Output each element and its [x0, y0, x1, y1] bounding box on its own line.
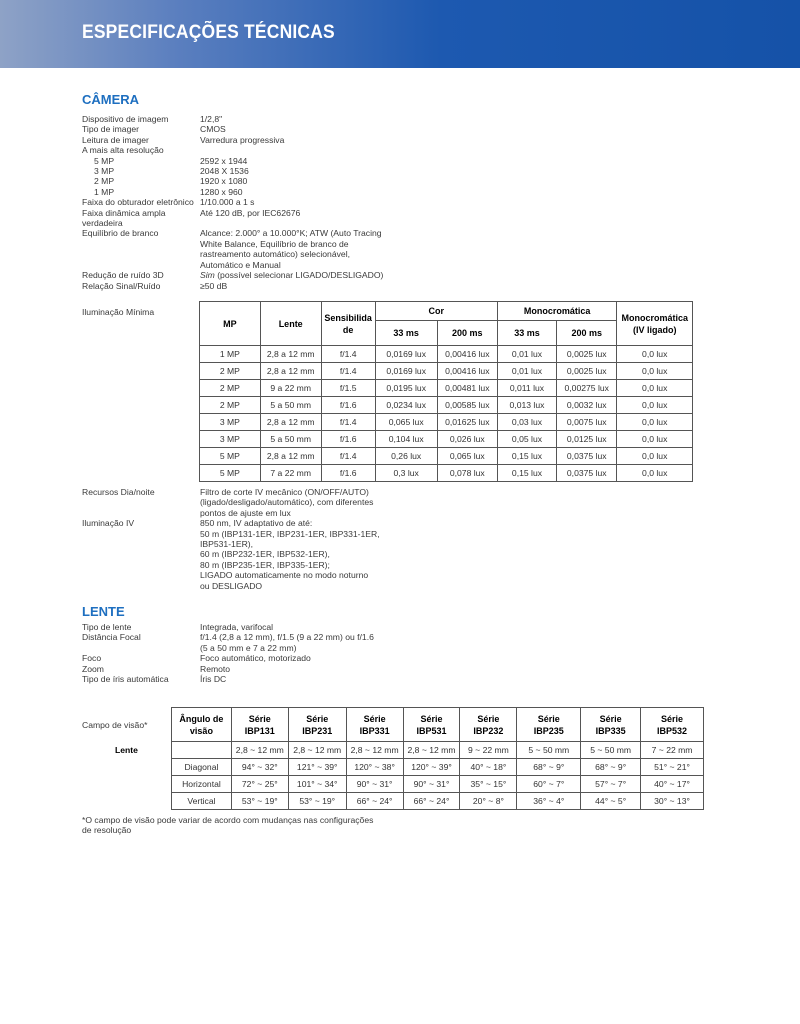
fov-cell: 72° ~ 25°	[231, 776, 288, 793]
table-cell: 0,0375 lux	[557, 448, 617, 465]
table-cell: 0,026 lux	[437, 431, 497, 448]
header-mono-33ms: 33 ms	[497, 321, 556, 346]
fov-series-header: Série IBP331	[346, 708, 403, 742]
table-cell: 1 MP	[200, 346, 261, 363]
fov-cell: 40° ~ 18°	[460, 759, 517, 776]
fov-lens-cell: 2,8 ~ 12 mm	[403, 742, 460, 759]
spec-row	[82, 518, 782, 591]
table-cell: 0,0 lux	[617, 431, 693, 448]
table-cell: 0,0169 lux	[375, 346, 437, 363]
spec-row	[82, 176, 782, 186]
table-cell: 2,8 a 12 mm	[260, 448, 321, 465]
spec-value	[200, 270, 782, 280]
spec-value: Alcance: 2.000° a 10.000°K; ATW (Auto Tracing White Balance, Equilíbrio de branco de rastreamento automático) selecionável, Automático e Manual	[200, 228, 382, 270]
spec-value: CMOS	[200, 124, 226, 135]
camera-specs-extra	[82, 487, 782, 591]
spec-value: Foco automático, motorizado	[200, 653, 311, 664]
fov-cell: 120° ~ 38°	[346, 759, 403, 776]
table-cell: 0,01 lux	[497, 346, 556, 363]
spec-row	[82, 166, 782, 176]
spec-row	[82, 145, 782, 155]
spec-row	[82, 674, 782, 684]
fov-lens-row-blank	[172, 742, 232, 759]
table-cell: 0,00416 lux	[437, 346, 497, 363]
table-row	[200, 346, 693, 363]
fov-series-header: Série IBP231	[288, 708, 346, 742]
fov-lens-cell: 5 ~ 50 mm	[581, 742, 641, 759]
header-mp: MP	[200, 302, 261, 346]
spec-row	[82, 187, 782, 197]
spec-value: 1/10.000 a 1 s	[200, 197, 255, 208]
spec-row	[82, 622, 782, 632]
table-cell: f/1.6	[321, 431, 375, 448]
spec-value: 850 nm, IV adaptativo de até: 50 m (IBP131-1ER, IBP231-1ER, IBP331-1ER, IBP531-1ER), 60 m (IBP232-1ER, IBP532-1ER), 80 m (IBP235-1ER, IBP335-1ER); LIGADO automaticamente no modo noturno ou DESLIGADO	[200, 518, 380, 591]
spec-value: 1/2,8"	[200, 114, 223, 124]
spec-value: Íris DC	[200, 674, 227, 685]
fov-series-header: Série IBP131	[231, 708, 288, 742]
fov-cell: 68° ~ 9°	[517, 759, 581, 776]
table-cell: 2,8 a 12 mm	[260, 414, 321, 431]
table-cell: 0,065 lux	[437, 448, 497, 465]
fov-series-header: Série IBP335	[581, 708, 641, 742]
fov-cell: 57° ~ 7°	[581, 776, 641, 793]
fov-cell: 20° ~ 8°	[460, 793, 517, 810]
table-cell: 0,00481 lux	[437, 380, 497, 397]
spec-value: f/1.4 (2,8 a 12 mm), f/1.5 (9 a 22 mm) ou f/1.6 (5 a 50 mm e 7 a 22 mm)	[200, 632, 374, 653]
spec-row	[82, 664, 782, 674]
spec-label: Recursos Dia/noite	[82, 487, 155, 497]
table-cell: 5 a 50 mm	[260, 397, 321, 414]
header-cor-33ms: 33 ms	[375, 321, 437, 346]
table-cell: 0,0 lux	[617, 448, 693, 465]
table-cell: f/1.6	[321, 465, 375, 482]
spec-value: Varredura progressiva	[200, 134, 285, 145]
fov-lens-cell: 7 ~ 22 mm	[641, 742, 704, 759]
spec-label: 1 MP	[94, 186, 115, 197]
footnote	[82, 815, 373, 836]
fov-cell: 66° ~ 24°	[346, 793, 403, 810]
header-mono-200ms: 200 ms	[557, 321, 617, 346]
spec-label: Iluminação IV	[82, 518, 135, 529]
fov-lens-row	[172, 742, 704, 759]
fov-lens-cell: 2,8 ~ 12 mm	[231, 742, 288, 759]
fov-lens-cell: 2,8 ~ 12 mm	[288, 742, 346, 759]
table-cell: 0,0 lux	[617, 346, 693, 363]
spec-row	[82, 653, 782, 663]
fov-series-header: Série IBP532	[641, 708, 704, 742]
table-cell: 0,0 lux	[617, 363, 693, 380]
fov-row-name: Vertical	[172, 793, 232, 810]
spec-row	[82, 632, 782, 653]
spec-row	[82, 228, 782, 270]
spec-label: 3 MP	[94, 166, 115, 177]
table-cell: 0,078 lux	[437, 465, 497, 482]
table-cell: 0,0234 lux	[375, 397, 437, 414]
illumination-table	[199, 301, 693, 482]
table-row	[200, 465, 693, 482]
fov-cell: 36° ~ 4°	[517, 793, 581, 810]
table-cell: 0,05 lux	[497, 431, 556, 448]
spec-row	[82, 114, 782, 124]
spec-label: Relação Sinal/Ruído	[82, 280, 161, 291]
table-row	[200, 380, 693, 397]
spec-value: Integrada, varifocal	[200, 622, 274, 632]
table-cell: 7 a 22 mm	[260, 465, 321, 482]
table-cell: 0,0032 lux	[557, 397, 617, 414]
table-row	[200, 414, 693, 431]
fov-label: Campo de visão*	[82, 720, 148, 730]
fov-corner-header: Ângulo de visão	[172, 708, 232, 742]
spec-label: Dispositivo de imagem	[82, 114, 169, 124]
table-cell: 0,0169 lux	[375, 363, 437, 380]
table-cell: 0,0195 lux	[375, 380, 437, 397]
table-cell: 0,00275 lux	[557, 380, 617, 397]
table-cell: 0,01 lux	[497, 363, 556, 380]
spec-label: Tipo de lente	[82, 622, 132, 632]
table-cell: 2 MP	[200, 397, 261, 414]
table-cell: 0,0125 lux	[557, 431, 617, 448]
table-cell: 9 a 22 mm	[260, 380, 321, 397]
table-cell: 5 a 50 mm	[260, 431, 321, 448]
spec-label: Leitura de imager	[82, 134, 149, 145]
spec-row	[82, 270, 782, 280]
spec-label: Tipo de íris automática	[82, 674, 169, 685]
spec-value: ≥50 dB	[200, 280, 228, 291]
spec-row	[82, 487, 782, 518]
table-cell: 0,3 lux	[375, 465, 437, 482]
table-cell: f/1.4	[321, 346, 375, 363]
lente-specs	[82, 622, 782, 684]
spec-value: 1280 x 960	[200, 186, 243, 197]
fov-lens-cell: 9 ~ 22 mm	[460, 742, 517, 759]
table-row	[200, 397, 693, 414]
illumination-label: Iluminação Mínima	[82, 307, 155, 317]
fov-series-header: Série IBP531	[403, 708, 460, 742]
fov-cell: 53° ~ 19°	[288, 793, 346, 810]
fov-lens-cell: 5 ~ 50 mm	[517, 742, 581, 759]
table-cell: 3 MP	[200, 414, 261, 431]
spec-row	[82, 135, 782, 145]
camera-specs	[82, 114, 782, 291]
table-cell: 0,00585 lux	[437, 397, 497, 414]
header-monocromatica: Monocromática	[497, 302, 617, 321]
spec-label: Distância Focal	[82, 632, 141, 643]
table-cell: 0,011 lux	[497, 380, 556, 397]
fov-cell: 35° ~ 15°	[460, 776, 517, 793]
table-cell: 0,0075 lux	[557, 414, 617, 431]
fov-row	[172, 759, 704, 776]
table-cell: 2,8 a 12 mm	[260, 346, 321, 363]
table-cell: 0,0375 lux	[557, 465, 617, 482]
header-cor-200ms: 200 ms	[437, 321, 497, 346]
spec-label: Foco	[82, 653, 102, 664]
fov-row-name: Diagonal	[172, 759, 232, 776]
spec-label: Equilíbrio de branco	[82, 228, 159, 239]
fov-row-name: Horizontal	[172, 776, 232, 793]
table-cell: 2,8 a 12 mm	[260, 363, 321, 380]
spec-label: 5 MP	[94, 155, 115, 166]
spec-row	[82, 208, 782, 229]
table-cell: f/1.6	[321, 397, 375, 414]
table-cell: 2 MP	[200, 363, 261, 380]
table-cell: 0,01625 lux	[437, 414, 497, 431]
fov-cell: 44° ~ 5°	[581, 793, 641, 810]
spec-value: 2592 x 1944	[200, 155, 248, 166]
table-cell: 2 MP	[200, 380, 261, 397]
fov-cell: 40° ~ 17°	[641, 776, 704, 793]
table-cell: 5 MP	[200, 465, 261, 482]
table-cell: 0,0 lux	[617, 397, 693, 414]
fov-cell: 121° ~ 39°	[288, 759, 346, 776]
table-row	[200, 448, 693, 465]
header-lente: Lente	[260, 302, 321, 346]
camera-section-title: CÂMERA	[82, 92, 140, 107]
spec-value-italic: Sim	[200, 270, 215, 281]
table-cell: 0,03 lux	[497, 414, 556, 431]
header-cor: Cor	[375, 302, 497, 321]
spec-label: Zoom	[82, 663, 104, 674]
spec-value-text: (possível selecionar LIGADO/DESLIGADO)	[214, 270, 384, 281]
lente-section-title: LENTE	[82, 604, 125, 619]
table-cell: f/1.4	[321, 363, 375, 380]
spec-value: 1920 x 1080	[200, 176, 248, 187]
spec-label: A mais alta resolução	[82, 145, 164, 156]
spec-row	[82, 124, 782, 134]
table-cell: f/1.5	[321, 380, 375, 397]
table-cell: f/1.4	[321, 448, 375, 465]
fov-cell: 101° ~ 34°	[288, 776, 346, 793]
spec-value: Filtro de corte IV mecânico (ON/OFF/AUTO) (ligado/desligado/automático), com diferentes pontos de ajuste em lux	[200, 487, 374, 518]
table-cell: 3 MP	[200, 431, 261, 448]
spec-value: 2048 X 1536	[200, 166, 249, 177]
table-cell: 0,104 lux	[375, 431, 437, 448]
table-cell: 0,065 lux	[375, 414, 437, 431]
table-row	[200, 431, 693, 448]
footnote-text: *O campo de visão pode variar de acordo com mudanças nas configurações de resolução	[82, 815, 374, 836]
spec-row	[82, 281, 782, 291]
header-monocromatica-iv: Monocromática (IV ligado)	[617, 302, 693, 346]
fov-cell: 30° ~ 13°	[641, 793, 704, 810]
fov-cell: 90° ~ 31°	[346, 776, 403, 793]
spec-row	[82, 197, 782, 207]
spec-row	[82, 156, 782, 166]
spec-label: Redução de ruído 3D	[82, 270, 164, 281]
table-cell: 0,00416 lux	[437, 363, 497, 380]
page-title: ESPECIFICAÇÕES TÉCNICAS	[82, 22, 335, 43]
fov-cell: 68° ~ 9°	[581, 759, 641, 776]
fov-cell: 120° ~ 39°	[403, 759, 460, 776]
table-cell: 0,0 lux	[617, 414, 693, 431]
spec-label: Faixa do obturador eletrônico	[82, 197, 194, 208]
fov-series-header: Série IBP235	[517, 708, 581, 742]
field-of-view-table	[171, 707, 704, 810]
table-cell: 0,26 lux	[375, 448, 437, 465]
table-cell: 0,15 lux	[497, 448, 556, 465]
fov-series-header: Série IBP232	[460, 708, 517, 742]
fov-cell: 60° ~ 7°	[517, 776, 581, 793]
table-cell: f/1.4	[321, 414, 375, 431]
fov-lente-label: Lente	[115, 745, 138, 755]
fov-cell: 51° ~ 21°	[641, 759, 704, 776]
table-row	[200, 363, 693, 380]
spec-value: Remoto	[200, 663, 231, 674]
table-cell: 0,0 lux	[617, 465, 693, 482]
spec-label: Faixa dinâmica ampla verdadeira	[82, 207, 166, 229]
spec-label: 2 MP	[94, 176, 115, 187]
table-cell: 0,013 lux	[497, 397, 556, 414]
table-cell: 0,15 lux	[497, 465, 556, 482]
header-sensibilidade: Sensibilidade	[321, 302, 375, 346]
fov-row	[172, 793, 704, 810]
fov-cell: 66° ~ 24°	[403, 793, 460, 810]
header-banner	[0, 0, 800, 68]
table-cell: 0,0025 lux	[557, 363, 617, 380]
fov-cell: 90° ~ 31°	[403, 776, 460, 793]
fov-row	[172, 776, 704, 793]
table-cell: 5 MP	[200, 448, 261, 465]
spec-value	[200, 145, 782, 155]
table-cell: 0,0 lux	[617, 380, 693, 397]
spec-value: Até 120 dB, por IEC62676	[200, 207, 301, 218]
table-cell: 0,0025 lux	[557, 346, 617, 363]
fov-cell: 94° ~ 32°	[231, 759, 288, 776]
spec-label: Tipo de imager	[82, 124, 140, 135]
fov-lens-cell: 2,8 ~ 12 mm	[346, 742, 403, 759]
fov-cell: 53° ~ 19°	[231, 793, 288, 810]
